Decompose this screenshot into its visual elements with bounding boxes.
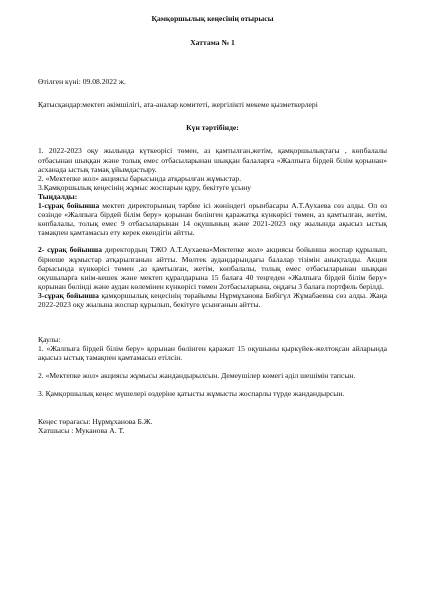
decision-item-1: 1. «Жалпыға бірдей білім беру» қорынан бөлінген қаражат 15 оқушыны қыркүйек-желтоқсан айларында ақысыз ыстық тамақпен қамтамасыз етілсін. <box>38 344 387 363</box>
question-2-paragraph <box>38 245 387 290</box>
agenda-title: Күн тәртібінде: <box>186 123 239 133</box>
agenda-list <box>38 146 387 191</box>
heard-label: Тыңдалды: <box>38 191 78 201</box>
meeting-date: Өтілген күні: 09.08.2022 ж. <box>38 77 126 87</box>
decision-item-3: 3. Қамқоршылық кеңес мүшелері өздеріне қатысты жұмысты жоспарлы түрде жандандырсын. <box>38 389 345 399</box>
protocol-number: Хаттама № 1 <box>190 38 235 48</box>
chair-signature: Кеңес төрағасы: Нұрмұханова Б.Ж. <box>38 416 153 426</box>
agenda-item-3: 3.Қамқоршылық кеңесінің жұмыс жоспарын құру, бекітуге ұсыну <box>38 182 252 192</box>
question-1-paragraph <box>38 201 387 237</box>
participants: Қатысқандар:мектеп әкімшілігі, ата-аналар комитеті, жергілікті мекеме қызметкерлері <box>38 100 318 110</box>
agenda-item-2: 2. «Мектепке жол» акциясы барысында атқарылған жұмыстар. <box>38 173 242 183</box>
question-2-text: директордың ТЖО А.Т.Ауxаева«Мектепке жол» акциясы бойынша жоспар құрылып, бірнеше жұмыстар атқарылғанын айтты. Мөлтек аудандарындағы балалар тізімін анықталды. Акция барысында күнкөрісі төмен ,аз қамтылған, жетім, көпбалалы, толық емес отбасыларынан шыққан оқушыларға киім-кешек және мектеп құралдарына 15 балаға 40 теңгеден «Жалпыға бірдей білім беру» қорынан бөлінді және аудан көлемінен күнкөрісі төмен 2отбасыларына, оңдағы 3 балаға портфель берілді. <box>38 245 387 291</box>
document-title: Қамқоршылық кеңесінің отырысы <box>151 14 274 23</box>
question-3-label: 3-сұрақ бойынша <box>38 290 99 300</box>
question-1-text: мектеп директорының тәрбие ісі жөніндегі орынбасары А.Т.Ауxаева сөз алды. Ол өз сөзінде «Жалпыға бірдей білім беру» қорынан бөлінген қаражатқа күнкөрісі төмен, аз қамтылған, жетім, көпбалалы, толық емес 9 отбасыларынан 14 оқушының және 2021-2023 оқу жылында ақысыз ыстық тамақпен қамтамасыз ету керек екендігін айтты. <box>38 201 387 238</box>
secretary-signature: Хатшысы : Муканова А. Т. <box>38 425 125 435</box>
question-2-label: 2- сұрақ бойынша <box>38 245 102 255</box>
question-3-text: қамқоршылық кеңесінің төрайымы Нұрмұханова Бибігүл Жұмабаевна сөз алды. Жаңа 2022-2023 оқу жылына жоспар құрылып, бекітуге ұсынғанын айтты. <box>38 290 387 309</box>
question-3-paragraph <box>38 291 387 309</box>
decision-item-2: 2. «Мектепке жол» акциясы жұмысы жандандырылсын. Демеушілер көмегі әділ шешімін тапсын. <box>38 371 356 381</box>
decisions-label: Қаулы: <box>38 335 61 345</box>
agenda-item-1: 1. 2022-2023 оқу жылында күткеорісі төмен, аз қамтылған,жетім, қамқоршылықтағы , көпбалалы отбасынан шыққан және толық емес отбасыларынан шыққан балаларға «Жалпыға бірдей білім қорынан» асханада ыстық тамақ ұйымдастыру. <box>38 146 387 174</box>
signatures <box>38 417 387 435</box>
question-1-label: 1-сұрақ бойынша <box>38 201 100 211</box>
